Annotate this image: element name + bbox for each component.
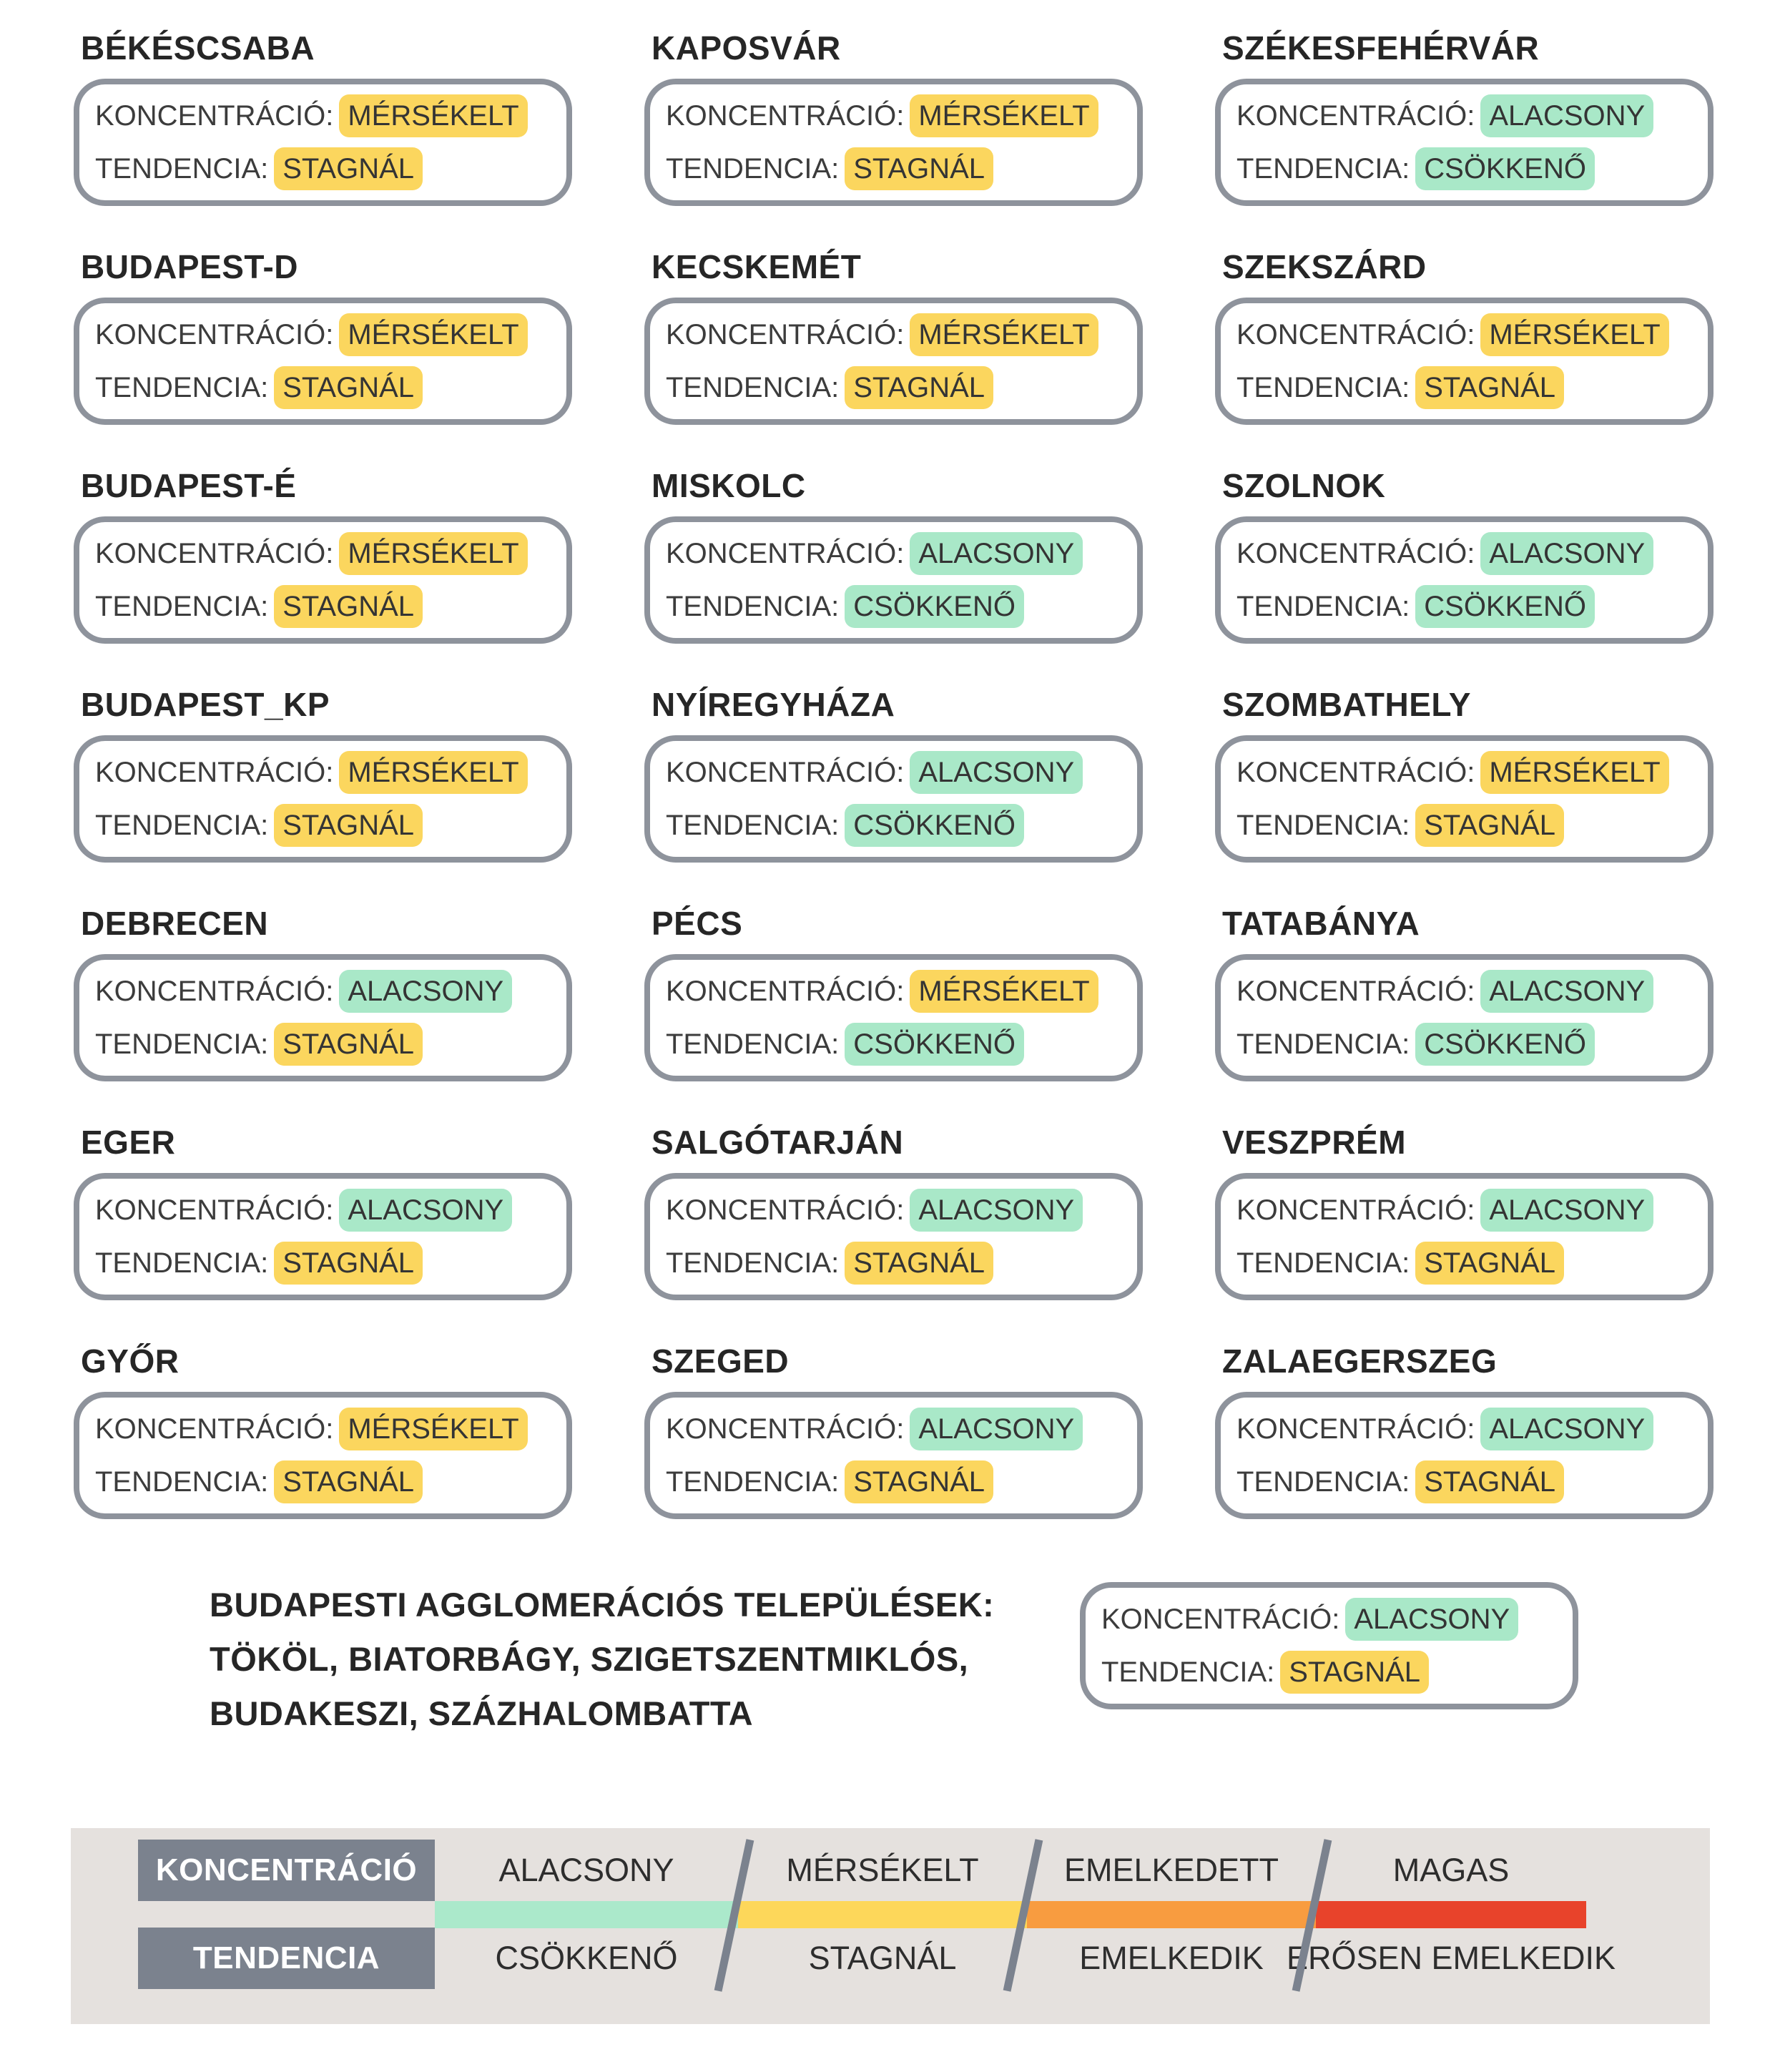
legend-color-scale (435, 1901, 1586, 1928)
koncentracio-label: KONCENTRÁCIÓ: (1236, 318, 1475, 350)
koncentracio-row (666, 94, 1121, 137)
agglomeration-card-wrap (1080, 1582, 1578, 1709)
legend-term-alacsony: ALACSONY (498, 1852, 674, 1888)
tendencia-row (666, 1023, 1121, 1066)
legend-panel (71, 1828, 1710, 2024)
city-block (644, 466, 1143, 644)
tendencia-label: TENDENCIA: (666, 1247, 840, 1279)
tendencia-value-chip: STAGNÁL (274, 147, 423, 190)
tendencia-row (1236, 1023, 1692, 1066)
koncentracio-value-chip: ALACSONY (1480, 970, 1653, 1013)
city-card (1215, 516, 1713, 644)
koncentracio-value-chip: ALACSONY (910, 532, 1083, 575)
koncentracio-row (666, 313, 1121, 356)
tendencia-row (1236, 1242, 1692, 1285)
tendencia-row (1236, 585, 1692, 628)
koncentracio-value-chip: MÉRSÉKELT (339, 1408, 527, 1450)
city-title: VESZPRÉM (1222, 1124, 1407, 1161)
koncentracio-row (1236, 1189, 1692, 1232)
city-card (74, 1392, 572, 1519)
koncentracio-row (95, 970, 551, 1013)
tendencia-row (95, 147, 551, 190)
agglo-tendencia-chip: STAGNÁL (1280, 1651, 1429, 1694)
city-title: TATABÁNYA (1222, 905, 1420, 942)
tendencia-label: TENDENCIA: (1236, 1465, 1410, 1498)
koncentracio-value-chip: ALACSONY (1480, 532, 1653, 575)
tendencia-label: TENDENCIA: (666, 152, 840, 185)
koncentracio-label: KONCENTRÁCIÓ: (666, 756, 905, 788)
legend-koncentracio-header: KONCENTRÁCIÓ (138, 1840, 435, 1901)
city-card (644, 1173, 1143, 1300)
tendencia-row (95, 804, 551, 847)
koncentracio-label: KONCENTRÁCIÓ: (666, 1194, 905, 1226)
koncentracio-label: KONCENTRÁCIÓ: (1236, 1413, 1475, 1445)
tendencia-label: TENDENCIA: (1236, 1028, 1410, 1060)
agglomeration-line: TÖKÖL, BIATORBÁGY, SZIGETSZENTMIKLÓS, (210, 1640, 969, 1678)
city-title: BÉKÉSCSABA (81, 29, 315, 67)
koncentracio-label: KONCENTRÁCIÓ: (666, 537, 905, 569)
city-title: SZOMBATHELY (1222, 686, 1471, 723)
legend-bar-segment-alacsony (435, 1901, 738, 1928)
tendencia-label: TENDENCIA: (95, 1247, 269, 1279)
city-title: MISKOLC (652, 467, 806, 504)
legend-term-emelkedett: EMELKEDETT (1063, 1852, 1279, 1888)
city-title: SZOLNOK (1222, 467, 1386, 504)
city-block (74, 466, 572, 644)
city-block (74, 29, 572, 206)
tendencia-label: TENDENCIA: (1236, 809, 1410, 841)
tendencia-value-chip: CSÖKKENŐ (1415, 147, 1595, 190)
city-title: ZALAEGERSZEG (1222, 1342, 1498, 1380)
tendencia-value-chip: CSÖKKENŐ (845, 1023, 1024, 1066)
city-title: EGER (81, 1124, 176, 1161)
koncentracio-row (1236, 532, 1692, 575)
city-card (74, 735, 572, 863)
koncentracio-label: KONCENTRÁCIÓ: (1236, 975, 1475, 1007)
koncentracio-value-chip: MÉRSÉKELT (1480, 751, 1668, 794)
city-card (1215, 1173, 1713, 1300)
legend-term-stagnal: STAGNÁL (808, 1940, 957, 1976)
tendencia-label: TENDENCIA: (666, 1028, 840, 1060)
legend-bar-segment-mersekelt (738, 1901, 1027, 1928)
city-title: KAPOSVÁR (652, 29, 841, 67)
city-block (644, 247, 1143, 425)
city-card (644, 298, 1143, 425)
tendencia-value-chip: STAGNÁL (845, 1460, 993, 1503)
tendencia-row (95, 1242, 551, 1285)
koncentracio-label: KONCENTRÁCIÓ: (1236, 99, 1475, 132)
koncentracio-row (1236, 751, 1692, 794)
tendencia-row (1236, 147, 1692, 190)
tendencia-label: TENDENCIA: (666, 1465, 840, 1498)
city-block (644, 1342, 1143, 1519)
tendencia-row (666, 585, 1121, 628)
koncentracio-value-chip: ALACSONY (1480, 1408, 1653, 1450)
tendencia-value-chip: STAGNÁL (845, 366, 993, 409)
legend-bar-segment-magas (1316, 1901, 1586, 1928)
tendencia-value-chip: CSÖKKENŐ (845, 804, 1024, 847)
city-title: SZEKSZÁRD (1222, 248, 1427, 285)
city-block (1215, 904, 1713, 1081)
koncentracio-label: KONCENTRÁCIÓ: (95, 318, 334, 350)
tendencia-label: TENDENCIA: (1236, 371, 1410, 403)
tendencia-row (666, 804, 1121, 847)
koncentracio-label: KONCENTRÁCIÓ: (95, 537, 334, 569)
agglomeration-text (210, 1578, 994, 1741)
tendencia-row (1236, 366, 1692, 409)
legend-term-erosen-emelkedik: ERŐSEN EMELKEDIK (1286, 1940, 1616, 1976)
koncentracio-label: KONCENTRÁCIÓ: (95, 975, 334, 1007)
tendencia-value-chip: CSÖKKENŐ (1415, 1023, 1595, 1066)
tendencia-label: TENDENCIA: (95, 1028, 269, 1060)
tendencia-value-chip: STAGNÁL (845, 1242, 993, 1285)
tendencia-row (1236, 804, 1692, 847)
tendencia-row (666, 1242, 1121, 1285)
koncentracio-row (666, 1189, 1121, 1232)
city-card (644, 79, 1143, 206)
city-card (644, 735, 1143, 863)
koncentracio-label: KONCENTRÁCIÓ: (1101, 1603, 1340, 1635)
koncentracio-row (1236, 970, 1692, 1013)
tendencia-value-chip: STAGNÁL (274, 585, 423, 628)
city-card (74, 516, 572, 644)
tendencia-value-chip: STAGNÁL (845, 147, 993, 190)
koncentracio-row (95, 94, 551, 137)
city-title: BUDAPEST_KP (81, 686, 330, 723)
city-card (74, 1173, 572, 1300)
koncentracio-label: KONCENTRÁCIÓ: (95, 756, 334, 788)
koncentracio-label: KONCENTRÁCIÓ: (95, 1194, 334, 1226)
tendencia-label: TENDENCIA: (1236, 590, 1410, 622)
koncentracio-label: KONCENTRÁCIÓ: (666, 975, 905, 1007)
city-card (74, 298, 572, 425)
city-title: DEBRECEN (81, 905, 269, 942)
tendencia-row (1101, 1651, 1557, 1694)
koncentracio-row (1236, 1408, 1692, 1450)
city-block (74, 1342, 572, 1519)
city-title: SZEGED (652, 1342, 790, 1380)
tendencia-value-chip: STAGNÁL (1415, 366, 1564, 409)
koncentracio-value-chip: ALACSONY (910, 751, 1083, 794)
city-title: PÉCS (652, 905, 743, 942)
koncentracio-value-chip: ALACSONY (910, 1408, 1083, 1450)
koncentracio-label: KONCENTRÁCIÓ: (666, 1413, 905, 1445)
koncentracio-value-chip: ALACSONY (1480, 1189, 1653, 1232)
koncentracio-label: KONCENTRÁCIÓ: (1236, 1194, 1475, 1226)
city-card (1215, 79, 1713, 206)
tendencia-row (1236, 1460, 1692, 1503)
koncentracio-label: KONCENTRÁCIÓ: (95, 99, 334, 132)
koncentracio-value-chip: MÉRSÉKELT (910, 313, 1098, 356)
city-title: NYÍREGYHÁZA (652, 686, 895, 723)
koncentracio-row (1236, 94, 1692, 137)
legend-term-csokkeno: CSÖKKENŐ (495, 1940, 678, 1976)
city-card (74, 954, 572, 1081)
city-block (74, 685, 572, 863)
koncentracio-label: KONCENTRÁCIÓ: (1236, 537, 1475, 569)
tendencia-value-chip: STAGNÁL (274, 1023, 423, 1066)
koncentracio-label: KONCENTRÁCIÓ: (666, 318, 905, 350)
legend-term-mersekelt: MÉRSÉKELT (786, 1852, 979, 1888)
agglomeration-card (1080, 1582, 1578, 1709)
agglo-koncentracio-chip: ALACSONY (1345, 1598, 1518, 1641)
tendencia-label: TENDENCIA: (666, 809, 840, 841)
city-card (644, 1392, 1143, 1519)
koncentracio-row (1236, 313, 1692, 356)
city-card (1215, 954, 1713, 1081)
tendencia-label: TENDENCIA: (95, 371, 269, 403)
koncentracio-row (95, 532, 551, 575)
legend-tendencia-header: TENDENCIA (138, 1928, 435, 1989)
koncentracio-row (1101, 1598, 1557, 1641)
koncentracio-value-chip: ALACSONY (910, 1189, 1083, 1232)
city-block (644, 1123, 1143, 1300)
city-card (74, 79, 572, 206)
tendencia-row (95, 366, 551, 409)
tendencia-value-chip: STAGNÁL (274, 1460, 423, 1503)
koncentracio-row (95, 313, 551, 356)
tendencia-label: TENDENCIA: (666, 590, 840, 622)
koncentracio-value-chip: ALACSONY (339, 970, 512, 1013)
city-block (644, 904, 1143, 1081)
city-title: BUDAPEST-É (81, 467, 297, 504)
city-block (1215, 685, 1713, 863)
koncentracio-row (666, 532, 1121, 575)
tendencia-label: TENDENCIA: (1101, 1656, 1275, 1688)
koncentracio-row (95, 1408, 551, 1450)
tendencia-row (666, 366, 1121, 409)
koncentracio-value-chip: MÉRSÉKELT (910, 970, 1098, 1013)
city-block (74, 247, 572, 425)
koncentracio-value-chip: MÉRSÉKELT (339, 313, 527, 356)
agglomeration-line: BUDAKESZI, SZÁZHALOMBATTA (210, 1694, 754, 1732)
city-card (644, 954, 1143, 1081)
tendencia-value-chip: STAGNÁL (1415, 1242, 1564, 1285)
tendencia-value-chip: STAGNÁL (1415, 1460, 1564, 1503)
tendencia-value-chip: CSÖKKENŐ (1415, 585, 1595, 628)
city-block (1215, 247, 1713, 425)
city-block (644, 685, 1143, 863)
tendencia-label: TENDENCIA: (666, 371, 840, 403)
city-block (644, 29, 1143, 206)
koncentracio-row (666, 970, 1121, 1013)
tendencia-value-chip: STAGNÁL (274, 366, 423, 409)
tendencia-label: TENDENCIA: (95, 590, 269, 622)
tendencia-label: TENDENCIA: (95, 152, 269, 185)
koncentracio-value-chip: MÉRSÉKELT (910, 94, 1098, 137)
tendencia-value-chip: STAGNÁL (274, 804, 423, 847)
city-title: KECSKEMÉT (652, 248, 862, 285)
tendencia-value-chip: STAGNÁL (1415, 804, 1564, 847)
koncentracio-value-chip: ALACSONY (1480, 94, 1653, 137)
tendencia-label: TENDENCIA: (1236, 152, 1410, 185)
koncentracio-row (666, 1408, 1121, 1450)
tendencia-label: TENDENCIA: (95, 809, 269, 841)
tendencia-row (95, 1460, 551, 1503)
city-title: GYŐR (81, 1342, 180, 1380)
koncentracio-value-chip: MÉRSÉKELT (1480, 313, 1668, 356)
koncentracio-row (95, 751, 551, 794)
tendencia-value-chip: STAGNÁL (274, 1242, 423, 1285)
city-card (644, 516, 1143, 644)
city-cards-grid (74, 29, 1715, 1519)
city-block (74, 904, 572, 1081)
city-title: SZÉKESFEHÉRVÁR (1222, 29, 1540, 67)
koncentracio-label: KONCENTRÁCIÓ: (1236, 756, 1475, 788)
city-card (1215, 1392, 1713, 1519)
tendencia-row (95, 1023, 551, 1066)
tendencia-row (666, 147, 1121, 190)
koncentracio-label: KONCENTRÁCIÓ: (95, 1413, 334, 1445)
koncentracio-row (666, 751, 1121, 794)
city-title: SALGÓTARJÁN (652, 1124, 904, 1161)
city-title: BUDAPEST-D (81, 248, 299, 285)
koncentracio-value-chip: MÉRSÉKELT (339, 94, 527, 137)
tendencia-row (95, 585, 551, 628)
city-card (1215, 735, 1713, 863)
koncentracio-value-chip: MÉRSÉKELT (339, 532, 527, 575)
legend-bar-segment-emelkedett (1027, 1901, 1316, 1928)
legend-term-magas: MAGAS (1392, 1852, 1510, 1888)
tendencia-row (666, 1460, 1121, 1503)
tendencia-value-chip: CSÖKKENŐ (845, 585, 1024, 628)
legend-term-emelkedik: EMELKEDIK (1079, 1940, 1264, 1976)
city-block (1215, 1342, 1713, 1519)
koncentracio-value-chip: MÉRSÉKELT (339, 751, 527, 794)
agglomeration-line: BUDAPESTI AGGLOMERÁCIÓS TELEPÜLÉSEK: (210, 1586, 995, 1624)
city-block (1215, 466, 1713, 644)
city-block (1215, 29, 1713, 206)
koncentracio-row (95, 1189, 551, 1232)
city-block (1215, 1123, 1713, 1300)
city-block (74, 1123, 572, 1300)
city-card (1215, 298, 1713, 425)
koncentracio-value-chip: ALACSONY (339, 1189, 512, 1232)
koncentracio-label: KONCENTRÁCIÓ: (666, 99, 905, 132)
tendencia-label: TENDENCIA: (95, 1465, 269, 1498)
tendencia-label: TENDENCIA: (1236, 1247, 1410, 1279)
